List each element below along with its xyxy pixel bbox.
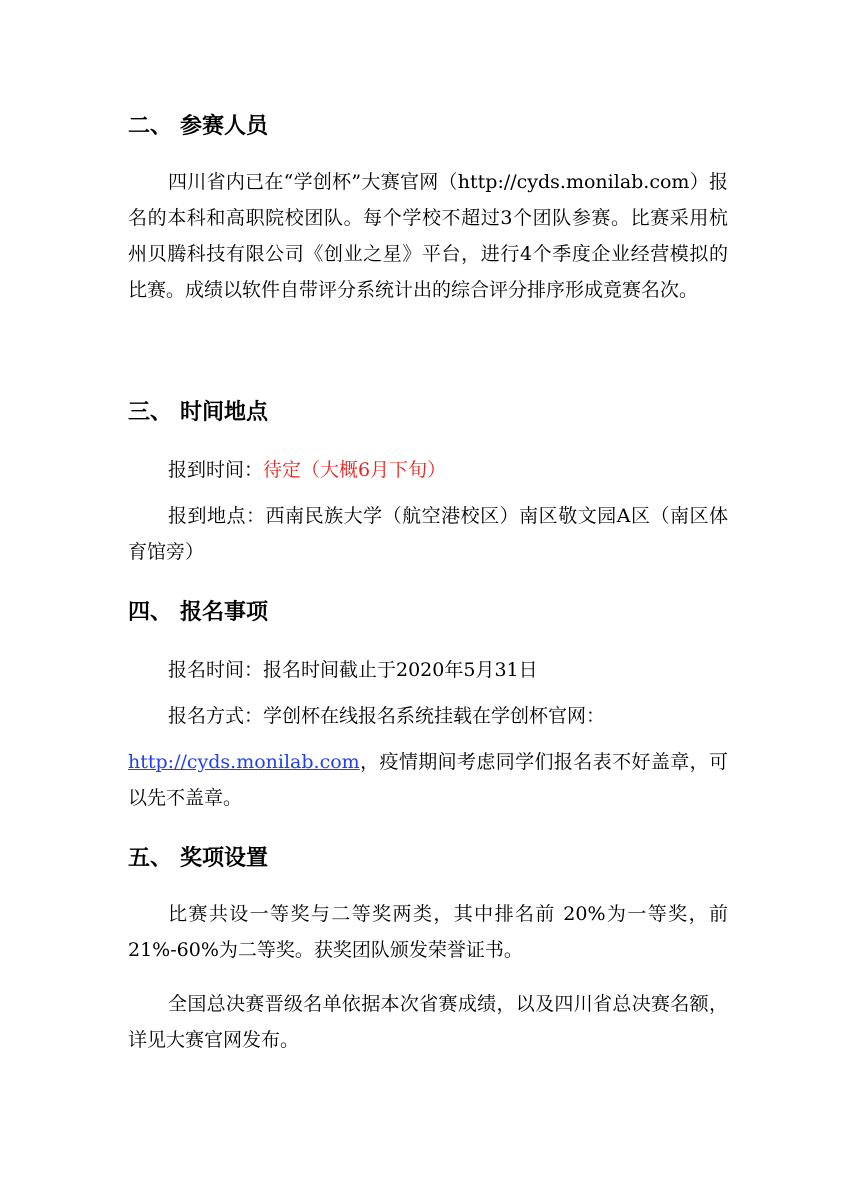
section-title: 参赛人员 (180, 114, 269, 139)
registration-note: ，疫情期间考虑同学们报名表不好盖章，可以先不盖章。 (128, 751, 728, 809)
section-number: 四、 (128, 600, 173, 625)
section-number: 三、 (128, 400, 173, 425)
section-title: 奖项设置 (180, 846, 269, 871)
section-heading-time-place (128, 398, 268, 428)
checkin-time-line (168, 452, 446, 488)
section-title: 时间地点 (180, 400, 269, 425)
checkin-place-paragraph: 报到地点：西南民族大学（航空港校区）南区敬文园A区（南区体育馆旁） (128, 505, 728, 563)
section-number: 五、 (128, 846, 173, 871)
checkin-time-label: 报到时间： (168, 459, 264, 481)
registration-method-line: 报名方式：学创杯在线报名系统挂载在学创杯官网： (168, 705, 606, 727)
checkin-time-value: 待定（大概6月下旬） (263, 459, 447, 481)
official-site-link[interactable]: http://cyds.monilab.com (128, 751, 360, 773)
registration-link-paragraph (128, 744, 728, 816)
section-heading-registration (128, 598, 268, 628)
finals-paragraph: 全国总决赛晋级名单依据本次省赛成绩，以及四川省总决赛名额，详见大赛官网发布。 (128, 993, 728, 1051)
registration-deadline-line: 报名时间：报名时间截止于2020年5月31日 (168, 659, 538, 681)
section-title: 报名事项 (180, 600, 269, 625)
awards-paragraph: 比赛共设一等奖与二等奖两类，其中排名前 20%为一等奖，前21%-60%为二等奖。获奖团队颁发荣誉证书。 (128, 903, 728, 961)
section-heading-awards (128, 844, 268, 874)
section-number: 二、 (128, 114, 173, 139)
section-heading-participants (128, 112, 268, 142)
participants-paragraph: 四川省内已在“学创杯”大赛官网（http://cyds.monilab.com）报名的本科和高职院校团队。每个学校不超过3个团队参赛。比赛采用杭州贝腾科技有限公司《创业之星》平台，进行4个季度企业经营模拟的比赛。成绩以软件自带评分系统计出的综合评分排序形成竟赛名次。 (128, 171, 728, 301)
